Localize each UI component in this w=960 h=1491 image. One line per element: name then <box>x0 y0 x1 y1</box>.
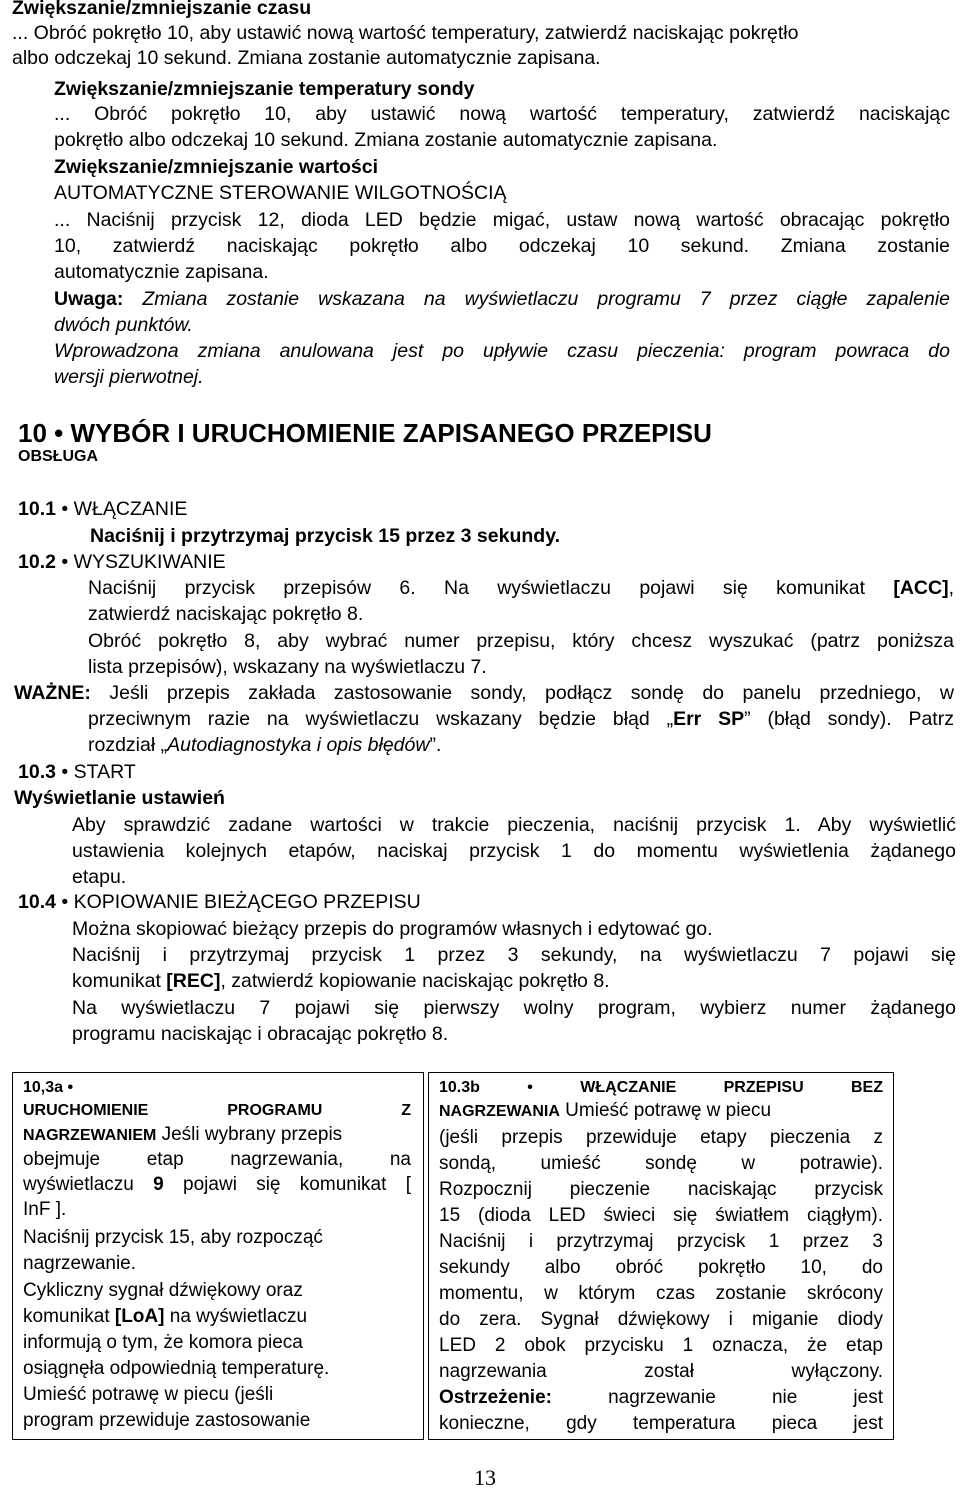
box-heading: 10.3b • WŁĄCZANIE PRZEPISU BEZ <box>439 1079 883 1096</box>
text-line: lista przepisów), wskazany na wyświetlaczu 7. <box>88 656 487 678</box>
text-line: programu naciskając i obracając pokrętło 8. <box>72 1023 449 1045</box>
box-text-line: nagrzewania został wyłączony. <box>439 1361 883 1382</box>
box-text-line: do zera. Sygnał dźwiękowy i miganie diody <box>439 1309 883 1330</box>
box-text-line: Umieść potrawę w piecu (jeśli <box>23 1384 274 1405</box>
box-text-line: konieczne, gdy temperatura pieca jest <box>439 1413 883 1434</box>
note-line: wersji pierwotnej. <box>54 366 204 388</box>
subsection-10-3-title: 10.3 • START <box>18 761 136 783</box>
heading-value: Zwiększanie/zmniejszanie wartości <box>54 156 379 178</box>
warning-label: Ostrzeżenie: <box>439 1387 552 1408</box>
box-text-line: obejmuje etap nagrzewania, na <box>23 1149 411 1170</box>
text-line: albo odczekaj 10 sekund. Zmiana zostanie automatycznie zapisana. <box>12 47 601 69</box>
box-text-line: program przewiduje zastosowanie <box>23 1410 311 1431</box>
box-text-line: Rozpocznij pieczenie naciskając przycisk <box>439 1179 883 1200</box>
box-text-line: komunikat [LoA] na wyświetlaczu <box>23 1306 308 1327</box>
note-text: Zmiana zostanie wskazana na wyświetlaczu programu 7 przez ciągłe zapalenie <box>123 288 950 310</box>
box-text-line: Ostrzeżenie: nagrzewanie nie jest <box>439 1387 883 1408</box>
box-text-line: Naciśnij przycisk 15, aby rozpocząć <box>23 1227 323 1248</box>
text-line: automatycznie zapisana. <box>54 261 269 283</box>
subheading-settings: Wyświetlanie ustawień <box>14 787 225 809</box>
heading-probe: Zwiększanie/zmniejszanie temperatury sondy <box>54 78 475 100</box>
box-text-line: sondą, umieść sondę w potrawie). <box>439 1153 883 1174</box>
box-text-line: momentu, w którym czas zostanie skrócony <box>439 1283 883 1304</box>
text-line: Na wyświetlaczu 7 pojawi się pierwszy wolny program, wybierz numer żądanego <box>72 997 956 1019</box>
section-subheading: OBSŁUGA <box>18 448 98 465</box>
box-heading: URUCHOMIENIE PROGRAMU Z <box>23 1102 411 1119</box>
box-text-line: InF ]. <box>23 1199 67 1220</box>
box-text-line: osiągnęła odpowiednią temperaturę. <box>23 1358 330 1379</box>
text-line: ustawienia kolejnych etapów, naciskaj przycisk 1 do momentu wyświetlenia żądanego <box>72 840 956 862</box>
box-10-3a <box>12 1072 424 1440</box>
subsection-10-4-title: 10.4 • KOPIOWANIE BIEŻĄCEGO PRZEPISU <box>18 891 421 913</box>
error-code: Err SP <box>673 708 745 730</box>
box-text-line: nagrzewanie. <box>23 1253 137 1274</box>
box-text-line: (jeśli przepis przewiduje etapy pieczenia z <box>439 1127 883 1148</box>
text-line: ... Naciśnij przycisk 12, dioda LED będzie migać, ustaw nową wartość obracając pokrętło <box>54 209 950 231</box>
box-text-line: Naciśnij i przytrzymaj przycisk 1 przez 3 <box>439 1231 883 1252</box>
heading-time: Zwiększanie/zmniejszanie czasu <box>12 0 312 19</box>
text-line: Aby sprawdzić zadane wartości w trakcie pieczenia, naciśnij przycisk 1. Aby wyświetlić <box>72 814 956 836</box>
box-text-line: NAGRZEWANIEM Jeśli wybrany przepis <box>23 1124 343 1145</box>
box-text-line: LED 2 obok przycisku 1 oznacza, że etap <box>439 1335 883 1356</box>
text-line: komunikat [REC], zatwierdź kopiowanie naciskając pokrętło 8. <box>72 970 610 992</box>
note-label: Uwaga: <box>54 288 124 310</box>
text-line: 10, zatwierdź naciskając pokrętło albo odczekaj 10 sekund. Zmiana zostanie <box>54 235 950 257</box>
text-line: przeciwnym razie na wyświetlaczu wskazany będzie błąd „Err SP” (błąd sondy). Patrz <box>88 708 954 730</box>
box-heading: 10,3a • <box>23 1079 74 1096</box>
box-text-line: sekundy albo obróć pokrętło 10, do <box>439 1257 883 1278</box>
subsection-10-1-text: Naciśnij i przytrzymaj przycisk 15 przez 3 sekundy. <box>90 525 561 547</box>
text-line: ... Obróć pokrętło 10, aby ustawić nową wartość temperatury, zatwierdź naciskając <box>54 103 950 125</box>
page-number: 13 <box>474 1465 496 1490</box>
box-10-3b <box>428 1072 894 1440</box>
text-line: etapu. <box>72 866 127 888</box>
text-line: ... Obróć pokrętło 10, aby ustawić nową wartość temperatury, zatwierdź naciskając pokrętło <box>12 22 799 44</box>
box-text-line: wyświetlaczu 9 pojawi się komunikat [ <box>23 1174 411 1195</box>
heading-humidity: AUTOMATYCZNE STEROWANIE WILGOTNOŚCIĄ <box>54 182 507 204</box>
box-text-line: 15 (dioda LED świeci się światłem ciągłym). <box>439 1205 883 1226</box>
text-line: Naciśnij i przytrzymaj przycisk 1 przez 3 sekundy, na wyświetlaczu 7 pojawi się <box>72 944 956 966</box>
text-line: rozdział „Autodiagnostyka i opis błędów”. <box>88 734 442 756</box>
box-text-line: NAGRZEWANIA Umieść potrawę w piecu <box>439 1100 772 1121</box>
text-line: Obróć pokrętło 8, aby wybrać numer przepisu, który chcesz wyszukać (patrz poniższa <box>88 630 954 652</box>
note-line: dwóch punktów. <box>54 314 193 336</box>
text-line: Można skopiować bieżący przepis do programów własnych i edytować go. <box>72 918 713 940</box>
text-line: pokrętło albo odczekaj 10 sekund. Zmiana zostanie automatycznie zapisana. <box>54 129 718 151</box>
subsection-10-2-title: 10.2 • WYSZUKIWANIE <box>18 551 226 573</box>
important-label: WAŻNE: <box>14 682 91 704</box>
text-line: zatwierdź naciskając pokrętło 8. <box>88 603 364 625</box>
subsection-10-1-title: 10.1 • WŁĄCZANIE <box>18 498 188 520</box>
important-line: WAŻNE: Jeśli przepis zakłada zastosowanie sondy, podłącz sondę do panelu przedniego, w <box>14 682 954 704</box>
note-line <box>54 287 950 311</box>
box-text-line: informują o tym, że komora pieca <box>23 1332 303 1353</box>
box-text-line: Cykliczny sygnał dźwiękowy oraz <box>23 1280 303 1301</box>
text-line: Naciśnij przycisk przepisów 6. Na wyświetlaczu pojawi się komunikat [ACC], <box>88 577 954 599</box>
section-heading: 10 • WYBÓR I URUCHOMIENIE ZAPISANEGO PRZEPISU <box>18 418 712 448</box>
note-line: Wprowadzona zmiana anulowana jest po upływie czasu pieczenia: program powraca do <box>54 340 950 362</box>
